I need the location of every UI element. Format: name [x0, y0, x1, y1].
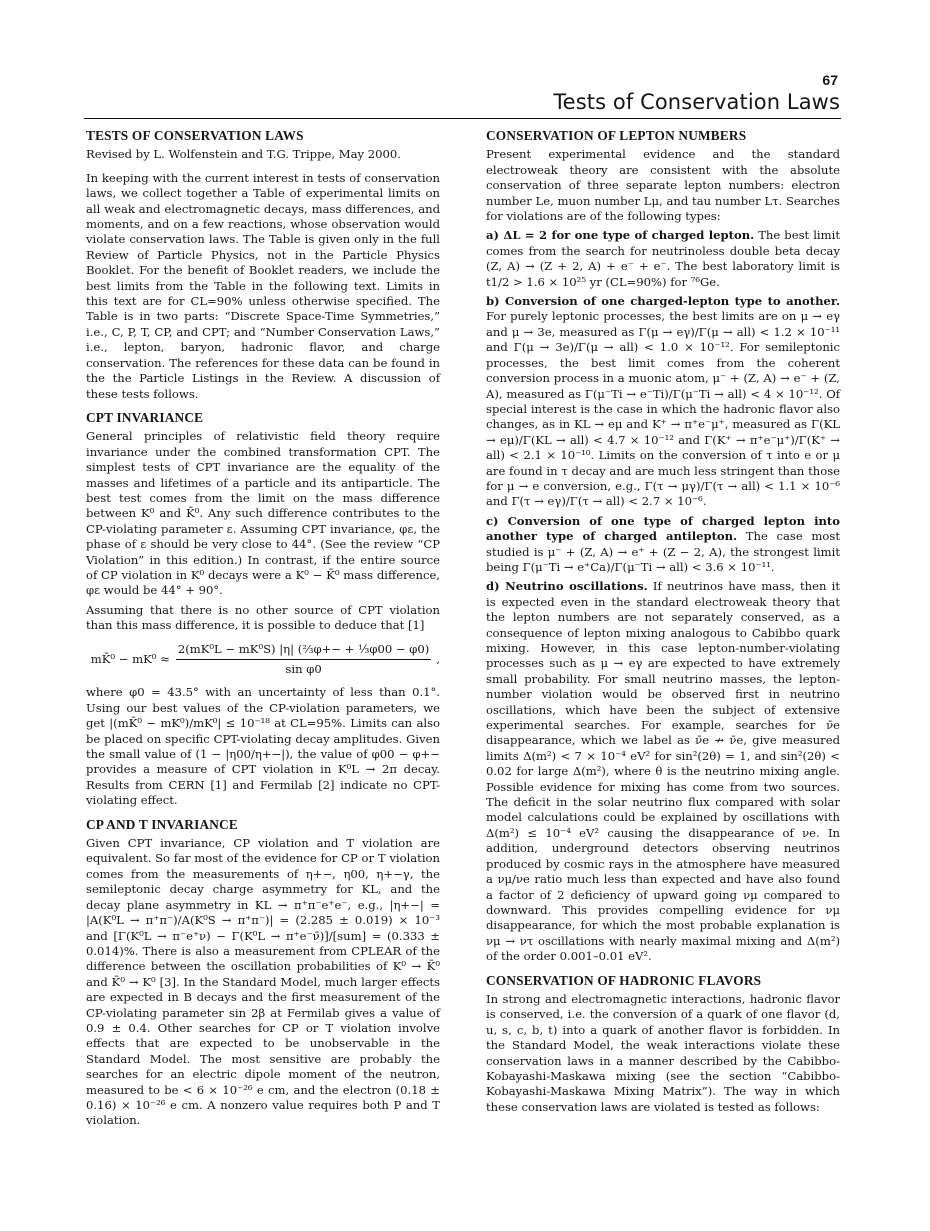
lepton-item-b [486, 294, 840, 510]
left-column [86, 128, 440, 1133]
hadronic-paragraph: In strong and electromagnetic interactions, hadronic flavor is conserved, i.e. the conversion of a quark of one flavor (d, u, s, c, b, t) into a quark of another flavor is forbidden. In the Standard Model, the weak interactions violate these conservation laws in a manner described by the Cabibbo-Kobayashi-Maskawa mixing (see the section “Cabibbo-Kobayashi-Maskawa Mixing Matrix”). The way in which these conservation laws are violated is tested as follows: [486, 991, 840, 1114]
lepton-intro: Present experimental evidence and the standard electroweak theory are consistent with the absolute conservation of three separate lepton numbers: electron number Le, muon number Lμ, and tau number Lτ. Searches for violations are of the following types: [486, 147, 840, 224]
lepton-item-d [486, 579, 840, 964]
lepton-item-c [486, 514, 840, 576]
equation-fraction [176, 642, 432, 678]
article-title: TESTS OF CONSERVATION LAWS [86, 128, 304, 143]
hadronic-heading: CONSERVATION OF HADRONIC FLAVORS [486, 972, 762, 988]
item-d-text: If neutrinos have mass, then it is expected even in the standard electroweak theory that the lepton numbers are not separately conserved, as a consequence of lepton mixing analogous to Cabibbo quark mixing. However, in this case lepton-number-violating processes such as μ → eγ are expected to have extremely small probability. For small neutrino masses, the lepton-number violation would be observed first in neutrino oscillations, which have been the subject of extensive experimental searches. For example, searches for ν̄e disappearance, which we label as ν̄e ↛ ν̄e, give measured limits Δ(m²) < 7 × 10⁻⁴ eV² for sin²(2θ) = 1, and sin²(2θ) < 0.02 for large Δ(m²), where θ is the neutrino mixing angle. Possible evidence for mixing has come from two sources. The deficit in the solar neutrino flux compared with solar model calculations could be explained by oscillations with Δ(m²) ≤ 10⁻⁴ eV² causing the disappearance of νe. In addition, underground detectors observing neutrinos produced by cosmic rays in the atmosphere have measured a νμ/νe ratio much less than expected and have also found a factor of 2 deficiency of upward going νμ compared to downward. This provides compelling evidence for νμ disappearance, for which the most probable explanation is νμ → ντ oscillations with nearly maximal mixing and Δ(m²) of the order 0.001–0.01 eV². [486, 579, 840, 964]
cpt-paragraph-1: General principles of relativistic field theory require invariance under the combined transformation CPT. The simplest tests of CPT invariance are the equality of the masses and lifetimes of a particle and its antiparticle. The best test comes from the limit on the mass difference between K⁰ and K̄⁰. Any such difference contributes to the CP-violating parameter ε. Assuming CPT invariance, φε, the phase of ε should be very close to 44°. (See the review “CP Violation” in this edition.) In contrast, if the entire source of CP violation in K⁰ decays were a K⁰ − K̄⁰ mass difference, φε would be 44° + 90°. [86, 429, 440, 598]
equation-lhs: mK̄⁰ − mK⁰ ≈ [90, 651, 170, 666]
lepton-heading: CONSERVATION OF LEPTON NUMBERS [486, 128, 747, 143]
item-d-title: d) Neutrino oscillations. [486, 579, 648, 594]
equation-numerator: 2(mK⁰L − mK⁰S) |η| (⅔φ+− + ⅓φ00 − φ0) [176, 642, 432, 660]
header-rule [84, 118, 841, 119]
item-a-text: The best limit comes from the search for neutrinoless double beta decay (Z, A) → (Z + 2, A) + e⁻ + e⁻. The best laboratory limit is t1/2 > 1.6 × 10²⁵ yr (CL=90%) for ⁷⁶Ge. [486, 228, 840, 289]
cp-t-paragraph: Given CPT invariance, CP violation and T violation are equivalent. So far most of the evidence for CP or T violation comes from the measurements of η+−, η00, η+−γ, the semileptonic decay charge asymmetry for KL, and the decay plane asymmetry in KL → π⁺π⁻e⁺e⁻, e.g., |η+−| = |A(K⁰L → π⁺π⁻)/A(K⁰S → π⁺π⁻)| = (2.285 ± 0.019) × 10⁻³ and [Γ(K⁰L → π⁻e⁺ν) − Γ(K⁰L → π⁺e⁻ν̄)]/[sum] = (0.333 ± 0.014)%. There is also a measurement from CPLEAR of the difference between the oscillation probabilities of K⁰ → K̄⁰ and K̄⁰ → K⁰ [3]. In the Standard Model, much larger effects are expected in B decays and the first measurement of the CP-violating parameter sin 2β at Fermilab gives a value of 0.9 ± 0.4. Other searches for CP or T violation involve effects that are expected to be unobservable in the Standard Model. The most sensitive are probably the searches for an electric dipole moment of the neutron, measured to be < 6 × 10⁻²⁶ e cm, and the electron (0.18 ± 0.16) × 10⁻²⁶ e cm. A nonzero value requires both P and T violation. [86, 836, 440, 1128]
item-b-title: b) Conversion of one charged-lepton type to another. [486, 294, 840, 309]
equation-tail: , [436, 651, 440, 666]
intro-paragraph: In keeping with the current interest in tests of conservation laws, we collect together a Table of experimental limits on all weak and electromagnetic decays, mass differences, and moments, and on a few reactions, whose observation would violate conservation laws. The Table is given only in the full Review of Particle Physics, not in the Particle Physics Booklet. For the benefit of Booklet readers, we include the best limits from the Table in the following text. Limits in this text are for CL=90% unless otherwise specified. The Table is in two parts: “Discrete Space-Time Symmetries,” i.e., C, P, T, CP, and CPT; and “Number Conservation Laws,” i.e., lepton, baryon, hadronic flavor, and charge conservation. The references for these data can be found in the the Particle Listings in the Review. A discussion of these tests follows. [86, 170, 440, 401]
page-number: 67 [822, 72, 838, 88]
item-b-text: For purely leptonic processes, the best limits are on μ → eγ and μ → 3e, measured as Γ(μ → eγ)/Γ(μ → all) < 1.2 × 10⁻¹¹ and Γ(μ → 3e)/Γ(μ → all) < 1.0 × 10⁻¹². For semileptonic processes, the best limit comes from the coherent conversion process in a muonic atom, μ⁻ + (Z, A) → e⁻ + (Z, A), measured as Γ(μ⁻Ti → e⁻Ti)/Γ(μ⁻Ti → all) < 4 × 10⁻¹². Of special interest is the case in which the hadronic flavor also changes, as in KL → eμ and K⁺ → π⁺e⁻μ⁺, measured as Γ(KL → eμ)/Γ(KL → all) < 4.7 × 10⁻¹² and Γ(K⁺ → π⁺e⁻μ⁺)/Γ(K⁺ → all) < 2.1 × 10⁻¹⁰. Limits on the conversion of τ into e or μ are found in τ decay and are much less stringent than those for μ → e conversion, e.g., Γ(τ → μγ)/Γ(τ → all) < 1.1 × 10⁻⁶ and Γ(τ → eγ)/Γ(τ → all) < 2.7 × 10⁻⁶. [486, 309, 840, 509]
item-c-text: The case most studied is μ⁻ + (Z, A) → e⁺ + (Z − 2, A), the strongest limit being Γ(μ⁻Ti → e⁺Ca)/Γ(μ⁻Ti → all) < 3.6 × 10⁻¹¹. [486, 529, 840, 574]
right-column [486, 128, 840, 1119]
cpt-heading: CPT INVARIANCE [86, 409, 204, 425]
equation-denominator: sin φ0 [285, 662, 322, 676]
running-title: Tests of Conservation Laws [553, 90, 840, 114]
cp-t-heading: CP AND T INVARIANCE [86, 816, 238, 832]
item-c-title: c) Conversion of one type of charged lepton into another type of charged antilepton. [486, 513, 840, 544]
item-a-title: a) ΔL = 2 for one type of charged lepton. [486, 228, 755, 243]
cpt-paragraph-3: where φ0 = 43.5° with an uncertainty of less than 0.1°. Using our best values of the CP-violation parameters, we get |(mK̄⁰ − mK⁰)/mK⁰| ≤ 10⁻¹⁸ at CL=95%. Limits can also be placed on specific CPT-violating decay amplitudes. Given the small value of (1 − |η00/η+−|), the value of φ00 − φ+− provides a measure of CPT violation in K⁰L → 2π decay. Results from CERN [1] and Fermilab [2] indicate no CPT-violating effect. [86, 685, 440, 808]
revision-note: Revised by L. Wolfenstein and T.G. Trippe, May 2000. [86, 147, 401, 162]
mass-difference-equation [86, 642, 440, 678]
lepton-item-a [486, 228, 840, 290]
cpt-paragraph-2: Assuming that there is no other source of CPT violation than this mass difference, it is possible to deduce that [1] [86, 602, 440, 633]
